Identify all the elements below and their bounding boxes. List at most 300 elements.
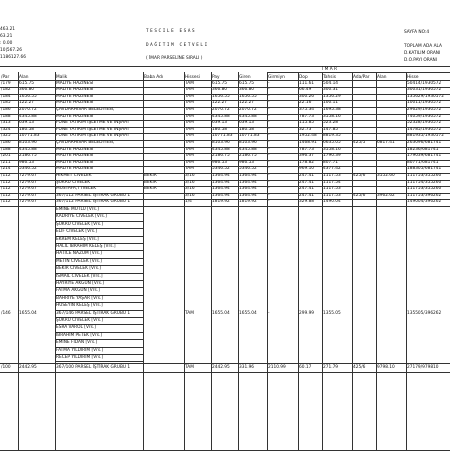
- alan-cell: 5346.52: [19, 166, 37, 172]
- table-row: [0, 173, 450, 180]
- alan-cell: 615.75: [19, 80, 35, 86]
- dop-cell: 22.16: [299, 100, 312, 106]
- pay-cell: 1364.94: [212, 192, 230, 198]
- girmiyn-cell: -: [268, 166, 270, 172]
- page-number: SAYFA NO:4: [404, 30, 430, 35]
- pay-cell: 1655.04: [212, 310, 230, 316]
- imar-alan-cell: 3962.62: [377, 192, 395, 198]
- giren-cell: 5346.52: [239, 166, 257, 172]
- pay-cell: 986.53: [212, 159, 228, 165]
- dop-cell: 247.41: [299, 179, 315, 185]
- hissesi-cell: TAM: [185, 87, 194, 93]
- girmiyn-cell: -: [268, 113, 270, 119]
- pay-cell: 1364.94: [212, 186, 230, 192]
- group-member: RECEP YILDIRIM [Vrs.]: [56, 354, 104, 360]
- group-end-rule: [0, 363, 450, 364]
- column-divider: [55, 72, 56, 451]
- parsel-cell: /186: [1, 139, 11, 145]
- hissesi-cell: 3/16: [185, 172, 195, 178]
- column-header-girmiyn: Girmiyn: [268, 74, 285, 80]
- girmiyn-cell: -: [268, 172, 270, 178]
- hisse-cell: 135629/1930572: [407, 93, 444, 99]
- dop-cell: 1952.48: [299, 133, 317, 139]
- dop-cell: 969.10: [299, 166, 315, 172]
- column-divider: [184, 72, 185, 451]
- tahsis-cell: 271.79: [323, 364, 339, 370]
- tahsis-cell: 1356.29: [323, 93, 341, 99]
- group-member: İSMAİL CİVELEK [Vrs.]: [56, 273, 103, 279]
- parsel-cell: /324: [1, 126, 11, 132]
- malik-cell: MALİYE HAZİNESİ: [56, 146, 94, 152]
- hisse-cell: 52328/1930572: [407, 120, 442, 126]
- ada-par-cell: 425/6: [353, 172, 366, 178]
- dop-cell: 300.26: [299, 93, 315, 99]
- dop-cell: 329.88: [299, 199, 315, 205]
- malik-cell: MALİYE HAZİNESİ: [56, 113, 94, 119]
- hisse-cell: 50414/1930572: [407, 80, 442, 86]
- hisse-cell: 111754/355260: [407, 179, 442, 185]
- ada-par-cell: 425/5: [353, 139, 366, 145]
- giren-cell: 4345.88: [239, 146, 257, 152]
- giren-cell: 10771.83: [239, 133, 260, 139]
- dop-cell: 66.49: [299, 87, 312, 93]
- baba-adi-cell: BEKİR: [144, 179, 157, 185]
- alan-cell: 7279.67: [19, 179, 37, 185]
- group-member: İBRAHİM PETEK [Vrs.]: [56, 332, 103, 338]
- column-header-hisse: Hisse: [407, 74, 419, 80]
- hisse-cell: 74059/1930572: [407, 113, 442, 119]
- parsel-cell: /188: [1, 113, 11, 119]
- dop-cell: 787.73: [299, 113, 315, 119]
- hissesi-cell: TAM: [185, 106, 194, 112]
- imar-alan-cell: 3552.60: [377, 172, 395, 178]
- giren-cell: 1656.55: [239, 93, 257, 99]
- giren-cell: 180.58: [239, 126, 255, 132]
- girmiyn-cell: -: [268, 146, 270, 152]
- header-line-4: 10|567.26: [0, 48, 22, 53]
- pay-cell: 8103.96: [212, 139, 230, 145]
- pay-cell: 639.13: [212, 120, 228, 126]
- hissesi-cell: TAM: [185, 166, 194, 172]
- header-right-3: D.KATILIM ORANI: [404, 51, 441, 56]
- pay-cell: 180.58: [212, 126, 228, 132]
- table-row: [0, 100, 450, 107]
- hissesi-cell: TAM: [185, 80, 194, 86]
- parsel-cell: /214: [1, 166, 11, 172]
- giren-cell: 1364.94: [239, 179, 257, 185]
- parsel-cell: /186: [1, 106, 11, 112]
- column-header-dop: Dop: [299, 74, 308, 80]
- girmiyn-cell: -: [268, 80, 270, 86]
- ada-par-cell: 425/6: [353, 192, 366, 198]
- malik-cell: ÇAVDARHİSAR BELEDİYESİ,: [56, 106, 115, 112]
- parsel-cell: /188: [1, 146, 11, 152]
- header-line-1: 463.21: [0, 27, 16, 32]
- girmiyn-cell: -: [268, 139, 270, 145]
- column-divider: [352, 72, 353, 451]
- tahsis-cell: 1695.38: [323, 106, 341, 112]
- malik-cell: MALİYE HAZİNESİ: [56, 166, 94, 172]
- alan-cell: 7279.67: [19, 192, 37, 198]
- hissesi-cell: TAM: [185, 100, 194, 106]
- hissesi-cell: TAM: [185, 139, 194, 145]
- hissesi-cell: 1/4: [185, 199, 192, 205]
- pay-cell: 5346.52: [212, 166, 230, 172]
- tahsis-cell: 6635.05: [323, 139, 341, 145]
- dop-cell: 1468.91: [299, 139, 317, 145]
- table-row: [0, 160, 450, 167]
- baba-adi-cell: BEKİR: [144, 172, 157, 178]
- group-member: HÜSEYİN KELEŞ [Vrs.]: [56, 303, 103, 309]
- column-header-ada-par: Ada/Par: [353, 74, 370, 80]
- pay-cell: 4345.88: [212, 146, 230, 152]
- ada-par-cell: 425/6: [353, 364, 366, 370]
- hissesi-cell: TAM: [185, 153, 194, 159]
- parsel-cell: /112: [1, 172, 11, 178]
- parsel-cell: /112: [1, 192, 11, 198]
- alan-cell: 2442.95: [19, 364, 37, 370]
- girmiyn-cell: -: [268, 199, 270, 205]
- column-header-pay: Pay: [212, 74, 220, 80]
- dop-cell: 375.34: [299, 106, 315, 112]
- giren-cell: 1655.04: [239, 310, 257, 316]
- table-row: [0, 133, 450, 140]
- column-divider: [406, 72, 407, 451]
- group-member: FATMA AKGÜN [Vrs.]: [56, 288, 100, 294]
- table-row: [0, 87, 450, 94]
- table-row: [0, 180, 450, 187]
- alan-cell: 122.27: [19, 100, 35, 106]
- column-divider: [376, 72, 377, 451]
- parsel-cell: /112: [1, 199, 11, 205]
- pay-cell: 366.80: [212, 87, 228, 93]
- group-member: METİN CİVELEK [Vrs.]: [56, 258, 102, 264]
- malik-cell: HİKMET CİVELEK: [56, 172, 92, 178]
- hissesi-cell: 3/16: [185, 179, 195, 185]
- header-right-2: TOPLAM ADA ALA: [404, 44, 442, 49]
- girmiyn-cell: -: [268, 93, 270, 99]
- hissesi-cell: 3/16: [185, 186, 195, 192]
- malik-cell: MALİYE HAZİNESİ: [56, 87, 94, 93]
- alan-cell: 4345.88: [19, 146, 37, 152]
- table-row: [0, 107, 450, 114]
- hisse-cell: 135505/396262: [407, 310, 442, 316]
- header-line-2: 63.21: [0, 34, 13, 39]
- hisse-cell: 29629/1930572: [407, 106, 442, 112]
- parsel-cell: /185: [1, 100, 11, 106]
- dop-cell: 247.41: [299, 186, 315, 192]
- group-member: ELİF CİVELEK [Vrs.]: [56, 229, 98, 235]
- tahsis-cell: 147.85: [323, 126, 339, 132]
- parsel-cell: /201: [1, 153, 11, 159]
- table-row: [0, 120, 450, 127]
- group-member: ŞÜKRÜ CİVELEK [Vrs.]: [56, 221, 104, 227]
- alan-cell: 7279.67: [19, 186, 37, 192]
- group-member: HALİL İBRAHİM KELEŞ [Vrs.]: [56, 243, 116, 249]
- girmiyn-cell: -: [268, 87, 270, 93]
- malik-cell: MUSTAFA,T İVELEK: [56, 186, 97, 192]
- row-rule: [0, 372, 450, 373]
- parsel-cell: /112: [1, 186, 11, 192]
- girmiyn-cell: -: [268, 153, 270, 159]
- tahsis-cell: 300.31: [323, 87, 339, 93]
- girmiyn-cell: -: [268, 120, 270, 126]
- hisse-cell: 27179/979810: [407, 364, 439, 370]
- alan-cell: 1656.55: [19, 93, 37, 99]
- giren-cell: 639.13: [239, 120, 255, 126]
- hissesi-cell: 3/16: [185, 192, 195, 198]
- hisse-cell: 10011/1930572: [407, 100, 442, 106]
- column-header-giren: Giren: [239, 74, 251, 80]
- column-divider: [238, 72, 239, 451]
- group-member: KADRİYE CİVELEK [Vrs.]: [56, 214, 107, 220]
- malik-cell: MALİYE HAZİNESİ: [56, 100, 94, 106]
- dop-cell: 115.85: [299, 120, 315, 126]
- girmiyn-cell: -: [268, 100, 270, 106]
- malik-cell: FONE YATIRIM İŞLETME VE İNŞAAT: [56, 126, 130, 132]
- group-member: EKREM KELEŞ [Vrs.]: [56, 236, 99, 242]
- group-member: EMİNE FİDAN [Vrs.]: [56, 340, 98, 346]
- girmiyn-cell: -: [268, 133, 270, 139]
- group-member: EMİNE MUTLU [Vrs.]: [56, 206, 99, 212]
- dop-cell: 396.37: [299, 153, 315, 159]
- tahsis-cell: 1355.05: [323, 310, 341, 316]
- hissesi-cell: TAM: [185, 133, 194, 139]
- table-row: [0, 140, 450, 147]
- column-header-parsel: /Par: [1, 74, 10, 80]
- pay-cell: 1819.92: [212, 199, 230, 205]
- tahsis-cell: 807.71: [323, 159, 339, 165]
- header-right-4: D.O.PAYI ORANI: [404, 58, 438, 63]
- member-rule: [55, 361, 143, 362]
- imar-alan-cell: 6817.41: [377, 139, 395, 145]
- tahsis-cell: 8819.35: [323, 133, 341, 139]
- girmiyn-cell: 2110.99: [268, 364, 286, 370]
- pay-cell: 10771.83: [212, 133, 233, 139]
- column-divider: [298, 72, 299, 451]
- dop-cell: 299.99: [299, 310, 315, 316]
- giren-cell: 1364.94: [239, 192, 257, 198]
- imar-group-rule: [267, 72, 450, 73]
- alan-cell: 10771.83: [19, 133, 40, 139]
- giren-cell: 8103.96: [239, 139, 257, 145]
- dop-cell: 247.41: [299, 192, 315, 198]
- girmiyn-cell: -: [268, 310, 270, 316]
- parsel-cell: /184: [1, 93, 11, 99]
- giren-cell: 986.53: [239, 159, 255, 165]
- dop-cell: 32.73: [299, 126, 312, 132]
- giren-cell: 366.80: [239, 87, 255, 93]
- hisse-cell: 14785/1930572: [407, 126, 442, 132]
- malik-cell: FONE YATIRIM İŞLETME VE İNŞAAT: [56, 133, 130, 139]
- tahsis-cell: 504.14: [323, 80, 339, 86]
- group-member: HATİCE NAZUM [Vrs.]: [56, 251, 102, 257]
- column-header-alan: Alan: [19, 74, 29, 80]
- pay-cell: 122.27: [212, 100, 228, 106]
- imar-group-header: İ M A R: [322, 66, 337, 72]
- malik-cell: FONE YATIRIM İŞLETME VE İNŞAAT: [56, 120, 130, 126]
- imar-alan-cell: 9798.10: [377, 364, 395, 370]
- parsel-cell: /325: [1, 133, 11, 139]
- hisse-cell: 80771/681741: [407, 159, 439, 165]
- parsel-cell: /179: [1, 80, 11, 86]
- girmiyn-cell: -: [268, 179, 270, 185]
- pay-cell: 2186.75: [212, 153, 230, 159]
- malik-cell: 367/112 PARSEL İŞTİRAK GRUBU 1: [56, 192, 131, 198]
- column-header-malik: Malik: [56, 74, 68, 80]
- hissesi-cell: TAM: [185, 93, 194, 99]
- tahsis-cell: 4377.42: [323, 166, 341, 172]
- dop-cell: 60.17: [299, 364, 312, 370]
- table-row: [0, 166, 450, 173]
- hissesi-cell: TAM: [185, 120, 194, 126]
- malik-cell: ŞÜKRÜ CİVELEK: [56, 179, 91, 185]
- tahsis-cell: 1490.04: [323, 199, 341, 205]
- malik-cell: 367/100 PARSEL İŞTİRAK GRUBU 1: [56, 364, 131, 370]
- pay-cell: 2442.95: [212, 364, 230, 370]
- tahsis-cell: 1117.53: [323, 186, 341, 192]
- parsel-cell: /100: [1, 364, 11, 370]
- table-row: [0, 114, 450, 121]
- giren-cell: 2070.72: [239, 106, 257, 112]
- tahsis-cell: 3558.16: [323, 113, 341, 119]
- girmiyn-cell: -: [268, 159, 270, 165]
- column-header-hissesi: Hissesi: [185, 74, 200, 80]
- column-header-tahsis: Tahsis: [323, 74, 336, 80]
- alan-cell: 2070.72: [19, 106, 37, 112]
- alan-cell: 4345.88: [19, 113, 37, 119]
- tahsis-cell: 1790.39: [323, 153, 341, 159]
- malik-cell: 367/112 PARSEL İŞTİRAK GRUBU 1: [56, 199, 131, 205]
- table-row: [0, 364, 450, 372]
- pay-cell: 615.75: [212, 80, 228, 86]
- hissesi-cell: TAM: [185, 364, 194, 370]
- pay-cell: 4345.88: [212, 113, 230, 119]
- giren-cell: 331.96: [239, 364, 255, 370]
- dop-cell: 787.73: [299, 146, 315, 152]
- hisse-cell: 30031/1930572: [407, 87, 442, 93]
- pay-cell: 1364.94: [212, 172, 230, 178]
- table-row: [0, 186, 450, 193]
- column-header-imar-alan: Alan: [377, 74, 387, 80]
- girmiyn-cell: -: [268, 186, 270, 192]
- subtitle-parsel: ( İMAR PARSELİNE SIRALI ): [146, 56, 203, 61]
- alan-cell: 2186.75: [19, 153, 37, 159]
- hissesi-cell: TAM: [185, 310, 194, 316]
- tahsis-cell: 1117.53: [323, 192, 341, 198]
- column-divider: [143, 72, 144, 451]
- malik-cell: ÇAVDARHİSAR BELEDİYESİ,: [56, 139, 115, 145]
- dop-cell: 247.41: [299, 172, 315, 178]
- title-dagitim: DAĞITIM CETVELI: [146, 43, 209, 48]
- group-member: FATMA YILDIRIM [Vrs.]: [56, 347, 104, 353]
- group-member: ŞÜKRÜ CİVELEK [Vrs.]: [56, 317, 104, 323]
- table-row: [0, 81, 450, 88]
- hisse-cell: 18236/681741: [407, 146, 439, 152]
- parsel-cell: /182: [1, 87, 11, 93]
- parsel-cell: /313: [1, 120, 11, 126]
- alan-cell: 180.58: [19, 126, 35, 132]
- tahsis-cell: 3558.16: [323, 146, 341, 152]
- tahsis-cell: 523.28: [323, 120, 339, 126]
- hisse-cell: 149004/396262: [407, 199, 442, 205]
- hissesi-cell: TAM: [185, 146, 194, 152]
- girmiyn-cell: -: [268, 106, 270, 112]
- group-member: BAHRİYE YAŞAR [Vrs.]: [56, 295, 104, 301]
- hisse-cell: 188305/681741: [407, 166, 442, 172]
- parsel-cell: /112: [1, 179, 11, 185]
- hisse-cell: 881935/1930572: [407, 133, 444, 139]
- table-row: [0, 193, 450, 200]
- column-divider: [18, 72, 19, 451]
- parsel-cell: /146: [1, 310, 11, 316]
- table-row: [0, 127, 450, 134]
- giren-cell: 122.27: [239, 100, 255, 106]
- column-divider: [211, 72, 212, 451]
- malik-cell: MALİYE HAZİNESİ: [56, 159, 94, 165]
- group-member: 367/146 PARSEL İŞTİRAK GRUBU 1: [56, 310, 131, 316]
- tahsis-cell: 1117.53: [323, 172, 341, 178]
- header-line-5: 1186127.66: [0, 55, 26, 60]
- table-row: [0, 153, 450, 160]
- alan-cell: 1655.04: [19, 310, 37, 316]
- table-top-rule: [0, 66, 450, 67]
- alan-cell: 986.53: [19, 159, 35, 165]
- column-divider: [267, 72, 268, 451]
- girmiyn-cell: -: [268, 192, 270, 198]
- giren-cell: 4345.88: [239, 113, 257, 119]
- hissesi-cell: TAM: [185, 126, 194, 132]
- dop-cell: 178.82: [299, 159, 315, 165]
- group-member: BEKİR CİVELEK [Vrs.]: [56, 266, 101, 272]
- malik-cell: MALİYE HAZİNESİ: [56, 93, 94, 99]
- group-member: HAYRİYE AKGÜN [Vrs.]: [56, 280, 104, 286]
- dop-cell: 111.61: [299, 80, 315, 86]
- alan-cell: 7279.67: [19, 199, 37, 205]
- pay-cell: 1656.55: [212, 93, 230, 99]
- giren-cell: 1819.92: [239, 199, 257, 205]
- baba-adi-cell: BEKİR: [144, 186, 157, 192]
- hissesi-cell: TAM: [185, 113, 194, 119]
- giren-cell: 1364.94: [239, 172, 257, 178]
- giren-cell: 1364.94: [239, 186, 257, 192]
- alan-cell: 366.80: [19, 87, 35, 93]
- tahsis-cell: 1117.54: [323, 179, 341, 185]
- alan-cell: 639.13: [19, 120, 35, 126]
- group-member: ESRA VAROL [Vrs.]: [56, 325, 96, 331]
- hisse-cell: 111753/396262: [407, 192, 442, 198]
- parsel-cell: /211: [1, 159, 11, 165]
- table-row: [0, 94, 450, 101]
- alan-cell: 7279.67: [19, 172, 37, 178]
- hisse-cell: 111753/355260: [407, 172, 442, 178]
- malik-cell: MALİYE HAZİNESİ: [56, 153, 94, 159]
- giren-cell: 2186.75: [239, 153, 257, 159]
- pay-cell: 2070.72: [212, 106, 230, 112]
- hisse-cell: 179039/681741: [407, 153, 442, 159]
- alan-cell: 8103.96: [19, 139, 37, 145]
- girmiyn-cell: -: [268, 126, 270, 132]
- giren-cell: 615.75: [239, 80, 255, 86]
- table-row: [0, 199, 450, 206]
- hisse-cell: 111753/355260: [407, 186, 442, 192]
- hisse-cell: 263096/681741: [407, 139, 442, 145]
- header-line-3: : 0.00: [0, 41, 13, 46]
- table-row: [0, 147, 450, 154]
- tahsis-cell: 100.11: [323, 100, 339, 106]
- column-divider: [322, 72, 323, 451]
- title-tescile: TESCILE ESAS: [146, 29, 197, 34]
